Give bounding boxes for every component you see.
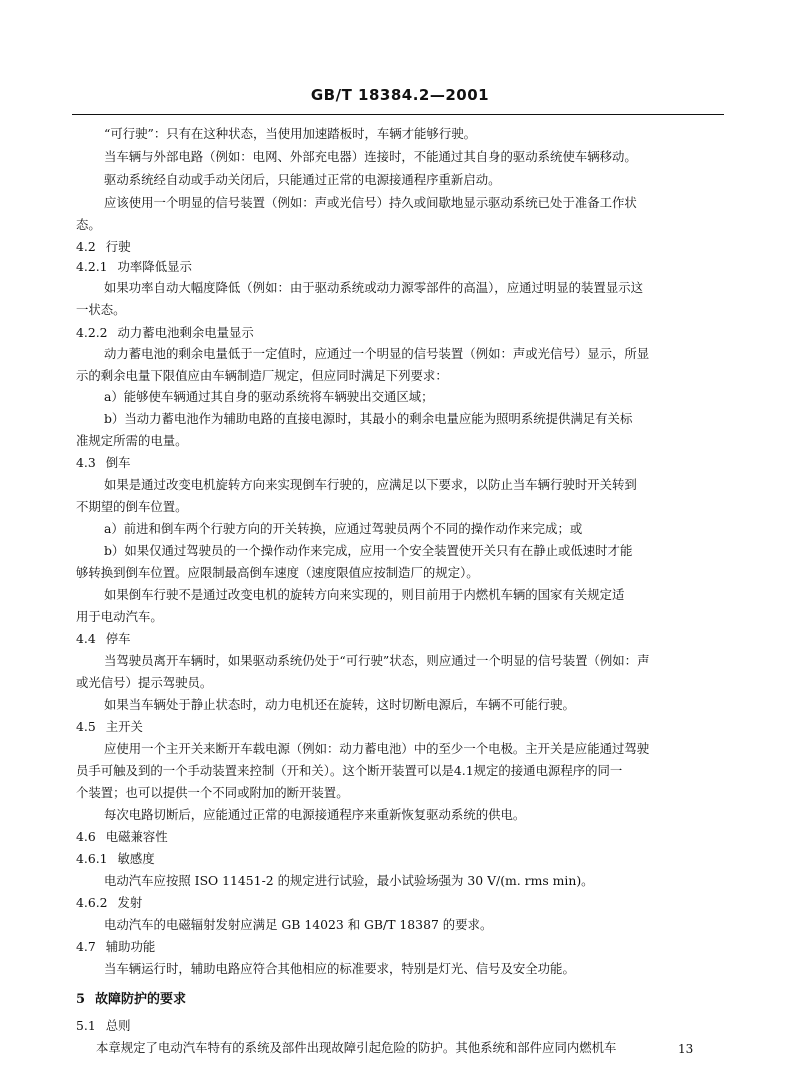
page-header-code: GB/T 18384.2—2001 <box>310 86 490 104</box>
section-heading: 4.2 行驶 <box>76 239 131 254</box>
subsection-heading: 4.6.2 发射 <box>76 895 143 910</box>
paragraph-line: 或光信号）提示驾驶员。 <box>76 675 213 690</box>
paragraph-line: 准规定所需的电量。 <box>76 433 188 448</box>
paragraph-line: 驱动系统经自动或手动关闭后，只能通过正常的电源接通程序重新启动。 <box>104 172 501 187</box>
paragraph-line: 用于电动汽车。 <box>76 609 163 624</box>
paragraph-line: 本章规定了电动汽车特有的系统及部件出现故障引起危险的防护。其他系统和部件应同内燃机车 <box>96 1040 617 1055</box>
paragraph-line: “可行驶”：只有在这种状态，当使用加速踏板时，车辆才能够行驶。 <box>104 126 476 141</box>
paragraph-line: 应该使用一个明显的信号装置（例如：声或光信号）持久或间歇地显示驱动系统已处于准备工作状 <box>104 195 637 210</box>
paragraph-line: 如果当车辆处于静止状态时，动力电机还在旋转，这时切断电源后，车辆不可能行驶。 <box>104 697 575 712</box>
section-heading: 4.5 主开关 <box>76 719 143 734</box>
section-heading: 4.4 停车 <box>76 631 131 646</box>
paragraph-line: 动力蓄电池的剩余电量低于一定值时，应通过一个明显的信号装置（例如：声或光信号）显示，所显 <box>104 346 650 361</box>
paragraph-line: 示的剩余电量下限值应由车辆制造厂规定，但应同时满足下列要求： <box>76 368 448 383</box>
paragraph-line: 电动汽车的电磁辐射发射应满足 GB 14023 和 GB/T 18387 的要求。 <box>104 917 493 932</box>
chapter-heading: 5 故障防护的要求 <box>76 992 187 1007</box>
paragraph-line: 如果是通过改变电机旋转方向来实现倒车行驶的，应满足以下要求，以防止当车辆行驶时开关转到 <box>104 477 637 492</box>
paragraph-line: 每次电路切断后，应能通过正常的电源接通程序来重新恢复驱动系统的供电。 <box>104 807 526 822</box>
section-heading: 5.1 总则 <box>76 1018 131 1033</box>
paragraph-line: 不期望的倒车位置。 <box>76 499 188 514</box>
subsection-heading: 4.2.1 功率降低显示 <box>76 259 192 274</box>
paragraph-line: 一状态。 <box>76 302 126 317</box>
paragraph-line: 当车辆运行时，辅助电路应符合其他相应的标准要求，特别是灯光、信号及安全功能。 <box>104 961 575 976</box>
subsection-heading: 4.6.1 敏感度 <box>76 851 155 866</box>
section-heading: 4.7 辅助功能 <box>76 939 156 954</box>
subsection-heading: 4.2.2 动力蓄电池剩余电量显示 <box>76 325 254 340</box>
header-rule <box>72 114 724 115</box>
paragraph-line: 如果功率自动大幅度降低（例如：由于驱动系统或动力源零部件的高温），应通过明显的装置显示这 <box>104 280 643 295</box>
paragraph-line: 当驾驶员离开车辆时，如果驱动系统仍处于“可行驶”状态，则应通过一个明显的信号装置（例如：声 <box>104 653 650 668</box>
list-item-a: a）能够使车辆通过其自身的驱动系统将车辆驶出交通区域； <box>104 389 434 404</box>
paragraph-line: 当车辆与外部电路（例如：电网、外部充电器）连接时，不能通过其自身的驱动系统使车辆移动。 <box>104 149 637 164</box>
section-heading: 4.6 电磁兼容性 <box>76 829 168 844</box>
paragraph-line: 员手可触及到的一个手动装置来控制（开和关）。这个断开装置可以是4.1规定的接通电源程序的同一 <box>76 763 623 778</box>
paragraph-line: 态。 <box>76 217 101 232</box>
list-item-a: a）前进和倒车两个行驶方向的开关转换，应通过驾驶员两个不同的操作动作来完成；或 <box>104 521 583 536</box>
paragraph-line: 应使用一个主开关来断开车载电源（例如：动力蓄电池）中的至少一个电极。主开关是应能通过驾驶 <box>104 741 650 756</box>
list-item-b: b）当动力蓄电池作为辅助电路的直接电源时，其最小的剩余电量应能为照明系统提供满足有关标 <box>104 411 633 426</box>
paragraph-line: 够转换到倒车位置。应限制最高倒车速度（速度限值应按制造厂的规定）。 <box>76 565 479 580</box>
section-heading: 4.3 倒车 <box>76 455 131 470</box>
paragraph-line: 个装置；也可以提供一个不同或附加的断开装置。 <box>76 785 349 800</box>
page-number: 13 <box>678 1042 694 1056</box>
paragraph-line: 如果倒车行驶不是通过改变电机的旋转方向来实现的，则目前用于内燃机车辆的国家有关规定适 <box>104 587 625 602</box>
paragraph-line: 电动汽车应按照 ISO 11451-2 的规定进行试验，最小试验场强为 30 V/(m. rms min)。 <box>104 873 594 888</box>
list-item-b: b）如果仅通过驾驶员的一个操作动作来完成，应用一个安全装置使开关只有在静止或低速时才能 <box>104 543 633 558</box>
